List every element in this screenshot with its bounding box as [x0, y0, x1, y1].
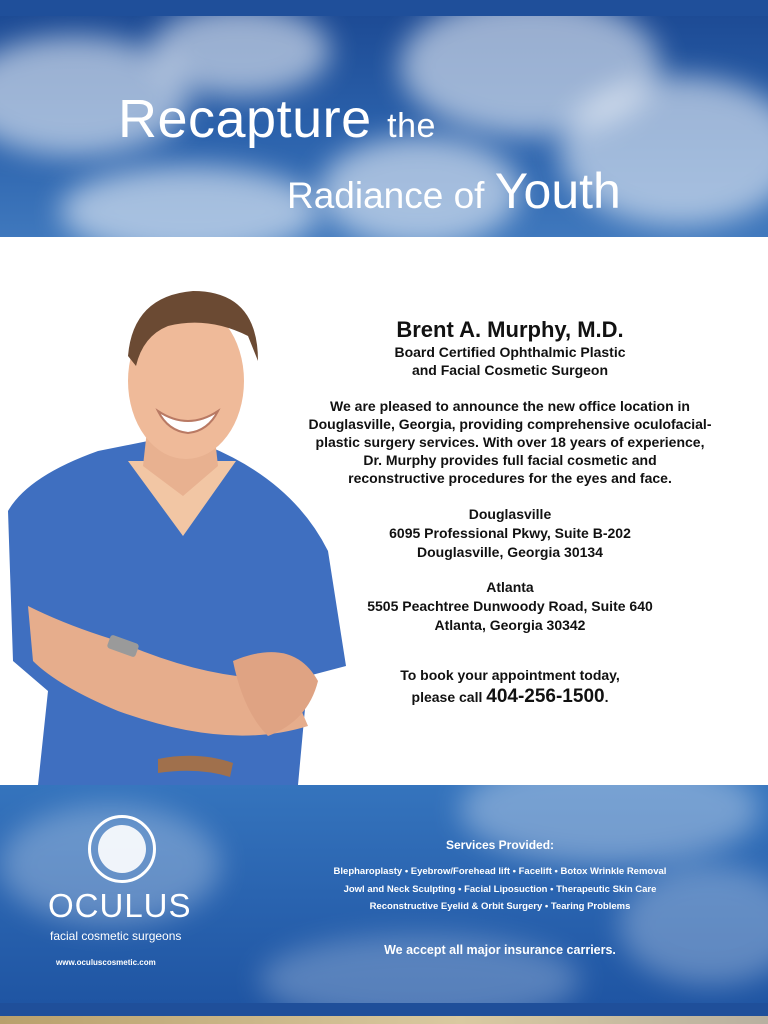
booking-callout [280, 665, 740, 708]
announcement-line: reconstructive procedures for the eyes and face. [348, 470, 672, 486]
cloud-shape [60, 166, 320, 237]
headline-recapture: Recapture [118, 89, 372, 149]
oculus-logo-icon [88, 815, 156, 883]
location-city: Atlanta [486, 579, 534, 595]
insurance-note: We accept all major insurance carriers. [384, 943, 616, 957]
headline-radiance-of: Radiance of [287, 175, 485, 216]
services-line: Jowl and Neck Sculpting • Facial Liposuction • Therapeutic Skin Care [343, 883, 657, 895]
location-citystate: Douglasville, Georgia 30134 [417, 544, 603, 560]
hero-banner [0, 16, 768, 237]
phone-number[interactable]: 404-256-1500 [486, 686, 605, 707]
doctor-name: Brent A. Murphy, M.D. [396, 317, 624, 342]
announcement [280, 397, 740, 487]
logo-wordmark: OCULUS [48, 887, 192, 924]
location-citystate: Atlanta, Georgia 30342 [434, 617, 586, 633]
booking-line-1: To book your appointment today, [400, 667, 620, 683]
doctor-info [280, 317, 740, 708]
doctor-title-line-1: Board Certified Ophthalmic Plastic [394, 344, 626, 360]
bottom-gold-strip [0, 1016, 768, 1024]
services-list [280, 837, 720, 916]
services-line: Blepharoplasty • Eyebrow/Forehead lift • Facelift • Botox Wrinkle Removal [333, 866, 667, 877]
location-address: 5505 Peachtree Dunwoody Road, Suite 640 [367, 598, 653, 614]
booking-line-2 [280, 686, 740, 708]
website-link[interactable]: www.oculuscosmetic.com [56, 958, 156, 967]
booking-prefix: please call [411, 689, 483, 705]
headline-the: the [387, 107, 436, 145]
footer-banner [0, 785, 768, 1003]
location-city: Douglasville [468, 506, 552, 522]
location-douglasville [280, 505, 740, 562]
location-address: 6095 Professional Pkwy, Suite B-202 [389, 525, 631, 541]
doctor-title-line-2: and Facial Cosmetic Surgeon [411, 362, 609, 378]
headline-youth: Youth [494, 163, 621, 219]
services-title: Services Provided: [445, 838, 555, 852]
announcement-line: Dr. Murphy provides full facial cosmetic and [363, 452, 657, 468]
headline-line-1 [118, 89, 436, 149]
top-blue-strip [0, 0, 768, 16]
booking-suffix: . [604, 689, 609, 705]
logo-tagline: facial cosmetic surgeons [50, 929, 182, 943]
announcement-line: Douglasville, Georgia, providing comprehensive oculofacial- [308, 416, 712, 432]
location-atlanta [280, 578, 740, 635]
main-content [0, 237, 768, 785]
announcement-line: We are pleased to announce the new office location in [330, 398, 690, 414]
oculus-logo-inner [98, 825, 146, 873]
announcement-line: plastic surgery services. With over 18 years of experience, [315, 434, 705, 450]
services-line: Reconstructive Eyelid & Orbit Surgery • Tearing Problems [369, 901, 631, 912]
headline-line-2 [287, 163, 621, 219]
